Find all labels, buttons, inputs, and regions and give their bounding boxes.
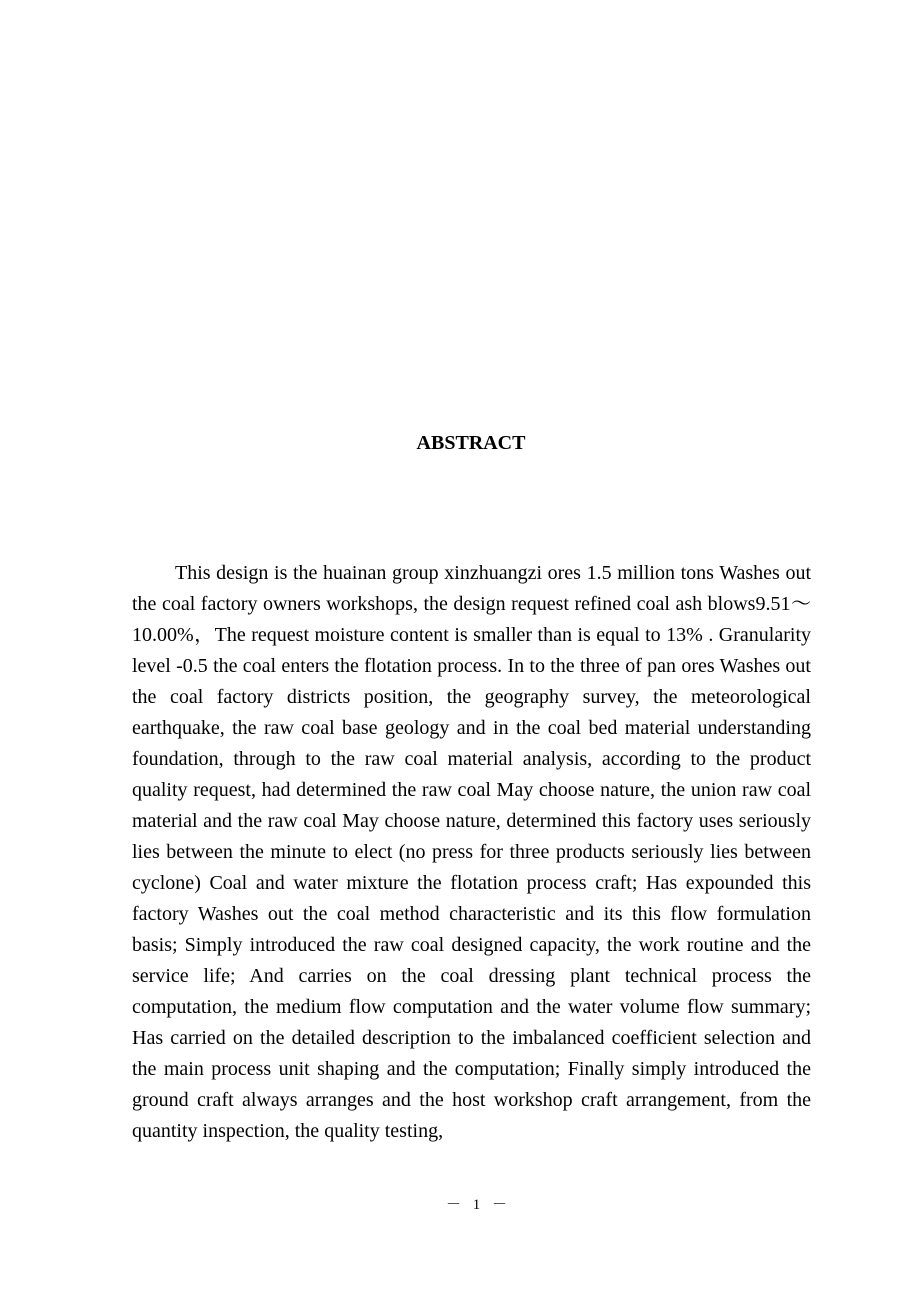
page-number: － 1 －	[445, 1197, 511, 1213]
abstract-body-text: This design is the huainan group xinzhuangzi ores 1.5 million tons Washes out the coal factory owners workshops, the design request refined coal ash blows9.51～10.00%，The request moisture content is smaller than is equal to 13% . Granularity level -0.5 the coal enters the flotation process. In to the three of pan ores Washes out the coal factory districts position, the geography survey, the meteorological earthquake, the raw coal base geology and in the coal bed material understanding foundation, through to the raw coal material analysis, according to the product quality request, had determined the raw coal May choose nature, the union raw coal material and the raw coal May choose nature, determined this factory uses seriously lies between the minute to elect (no press for three products seriously lies between cyclone) Coal and water mixture the flotation process craft; Has expounded this factory Washes out the coal method characteristic and its this flow formulation basis; Simply introduced the raw coal designed capacity, the work routine and the service life; And carries on the coal dressing plant technical process the computation, the medium flow computation and the water volume flow summary; Has carried on the detailed description to the imbalanced coefficient selection and the main process unit shaping and the computation; Finally simply introduced the ground craft always arranges and the host workshop craft arrangement, from the quantity inspection, the quality testing,	[132, 562, 811, 1142]
abstract-title: ABSTRACT	[416, 432, 526, 454]
